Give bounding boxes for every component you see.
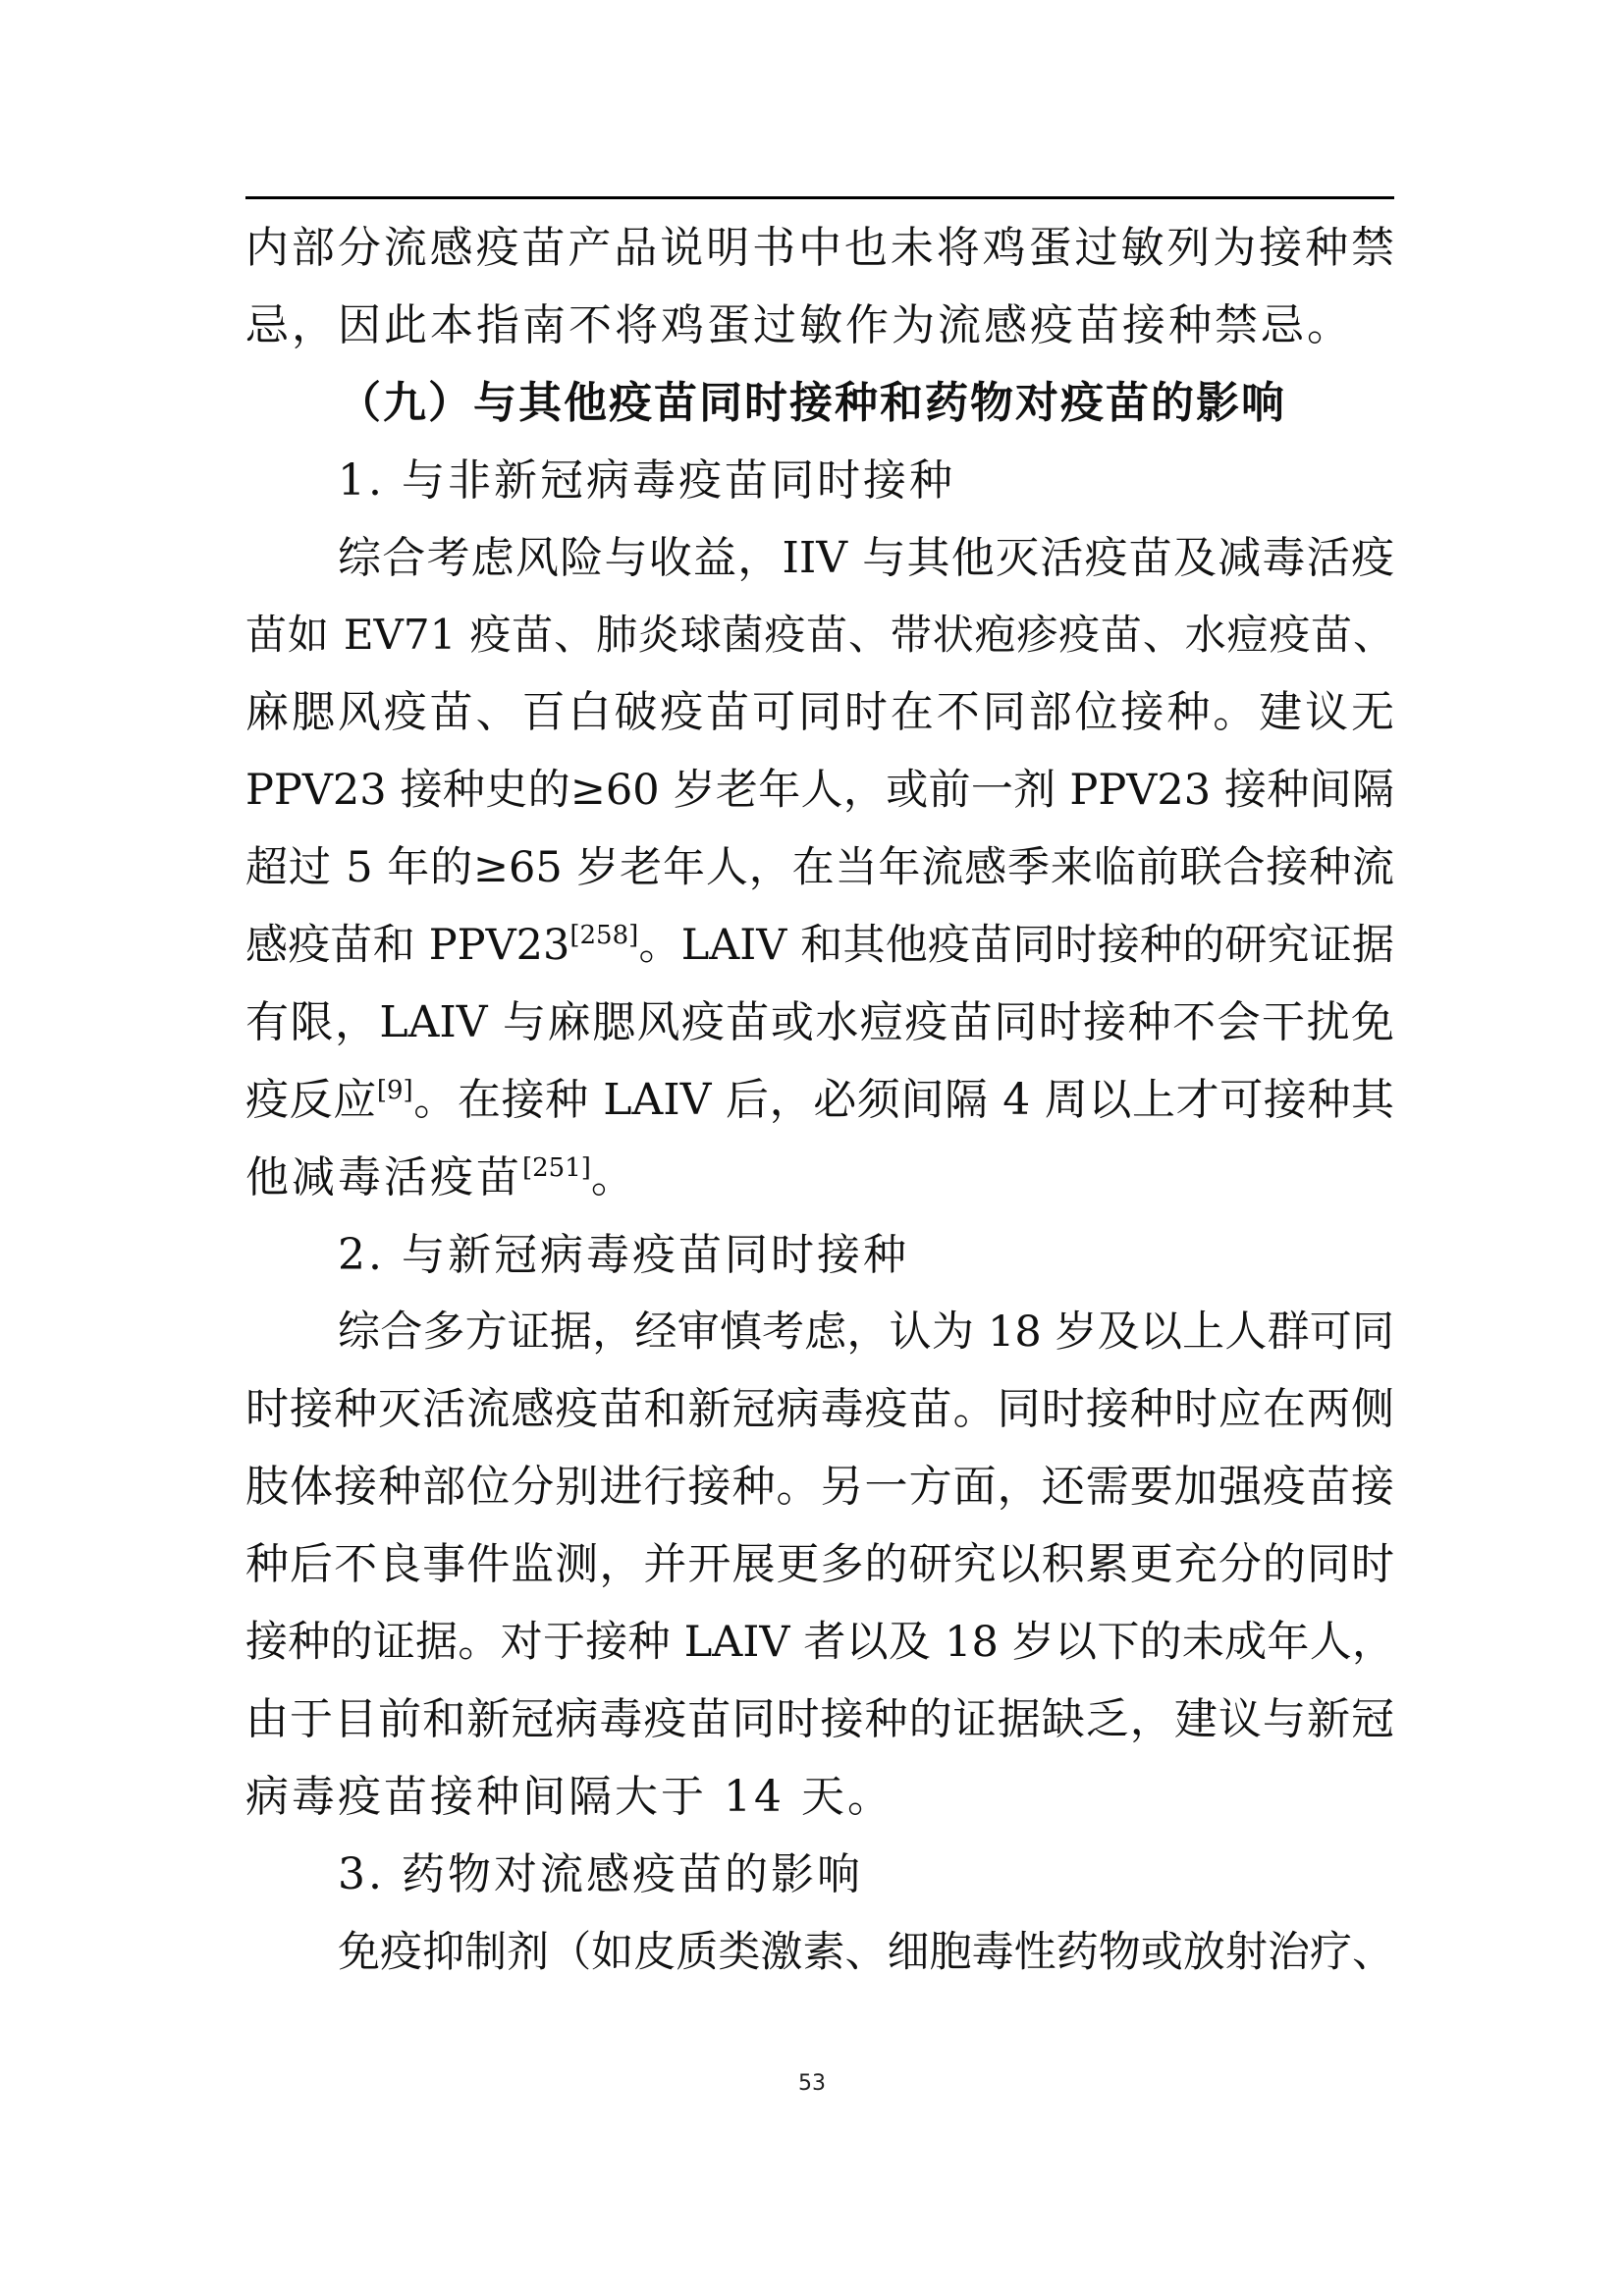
paragraph-line: 免疫抑制剂（如皮质类激素、细胞毒性药物或放射治疗、 [338, 1927, 1394, 1977]
paragraph-line: 内部分流感疫苗产品说明书中也未将鸡蛋过敏列为接种禁 [245, 223, 1394, 273]
line-text: 。在接种 LAIV 后，必须间隔 4 周以上才可接种其 [412, 1074, 1394, 1125]
paragraph-line: 综合考虑风险与收益，IIV 与其他灭活疫苗及减毒活疫 [338, 532, 1394, 583]
paragraph-line: 综合多方证据，经审慎考虑，认为 18 岁及以上人群可同 [338, 1308, 1394, 1358]
paragraph-line: 超过 5 年的≥65 岁老年人，在当年流感季来临前联合接种流 [245, 843, 1394, 893]
line-text: 。LAIV 和其他疫苗同时接种的研究证据 [638, 921, 1394, 971]
subsection-heading: 3. 药物对流感疫苗的影响 [338, 1848, 863, 1899]
line-text: 疫反应 [245, 1074, 377, 1125]
document-body [245, 210, 1394, 1991]
paragraph-line: 由于目前和新冠病毒疫苗同时接种的证据缺乏，建议与新冠 [245, 1693, 1394, 1744]
paragraph-line: 有限，LAIV 与麻腮风疫苗或水痘疫苗同时接种不会干扰免 [245, 996, 1394, 1047]
header-rule [245, 196, 1394, 199]
citation-ref: [251] [522, 1152, 591, 1183]
line-text: 感疫苗和 PPV23 [245, 921, 570, 971]
paragraph-line: 麻腮风疫苗、百白破疫苗可同时在不同部位接种。建议无 [245, 687, 1394, 738]
page-number: 53 [798, 2071, 826, 2096]
line-text: 。 [590, 1151, 637, 1202]
section-heading: （九）与其他疫苗同时接种和药物对疫苗的影响 [338, 377, 1286, 428]
paragraph-line: 忌，因此本指南不将鸡蛋过敏作为流感疫苗接种禁忌。 [245, 299, 1353, 350]
line-text: 他减毒活疫苗 [245, 1151, 522, 1202]
paragraph-line [245, 1062, 1394, 1140]
paragraph-line: 肢体接种部位分别进行接种。另一方面，还需要加强疫苗接 [245, 1462, 1394, 1513]
paragraph-line: 病毒疫苗接种间隔大于 14 天。 [245, 1771, 893, 1822]
paragraph-line: 接种的证据。对于接种 LAIV 者以及 18 岁以下的未成年人， [245, 1618, 1394, 1668]
subsection-heading: 1. 与非新冠病毒疫苗同时接种 [338, 454, 955, 506]
paragraph-line: 苗如 EV71 疫苗、肺炎球菌疫苗、带状疱疹疫苗、水痘疫苗、 [245, 611, 1394, 660]
citation-ref: [9] [376, 1075, 413, 1105]
subsection-heading: 2. 与新冠病毒疫苗同时接种 [338, 1229, 909, 1280]
paragraph-line [245, 1140, 1394, 1217]
paragraph-line: 时接种灭活流感疫苗和新冠病毒疫苗。同时接种时应在两侧 [245, 1384, 1394, 1435]
citation-ref: [258] [569, 921, 639, 951]
paragraph-line: 种后不良事件监测，并开展更多的研究以积累更充分的同时 [245, 1539, 1394, 1590]
paragraph-line [245, 907, 1394, 985]
paragraph-line: PPV23 接种史的≥60 岁老年人，或前一剂 PPV23 接种间隔 [245, 766, 1394, 816]
